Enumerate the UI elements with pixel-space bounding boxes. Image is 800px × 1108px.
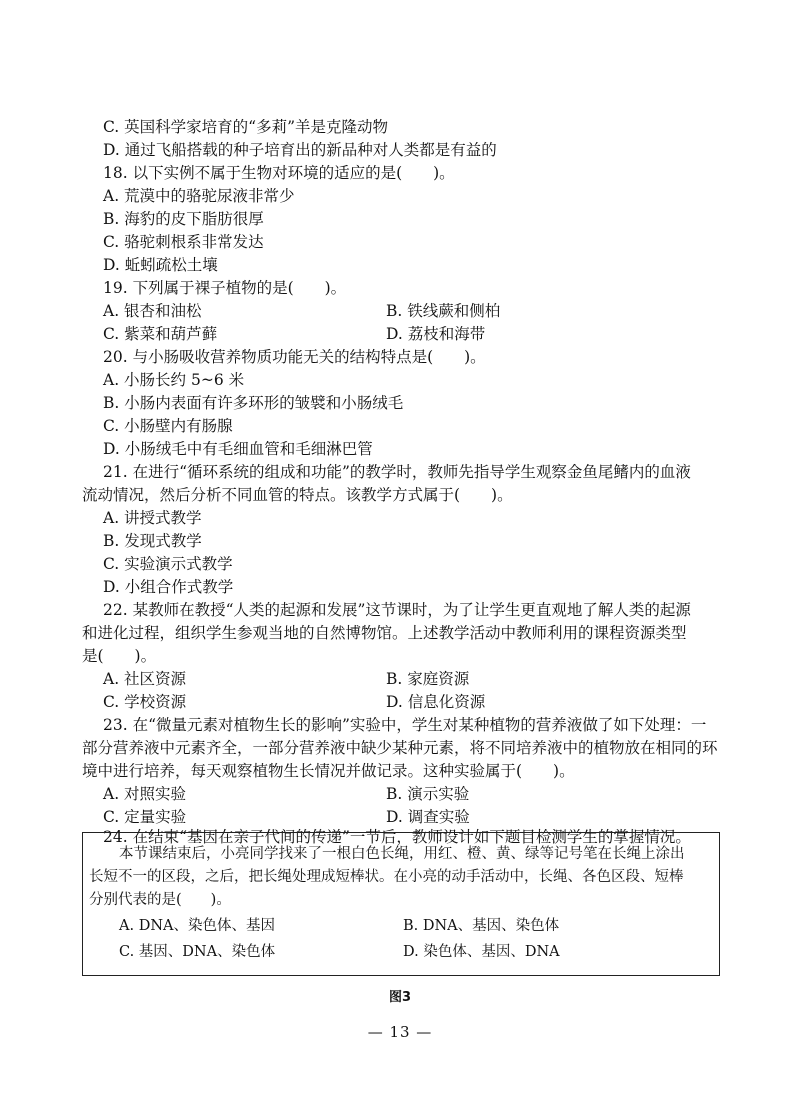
box-option-c: C. 基因、DNA、染色体 (119, 944, 276, 960)
box-option-a: A. DNA、染色体、基因 (119, 918, 275, 934)
q20-option-d: D. 小肠绒毛中有毛细血管和毛细淋巴管 (103, 440, 373, 458)
q18-stem: 18. 以下实例不属于生物对环境的适应的是( )。 (103, 164, 455, 182)
q21-stem-line2: 流动情况，然后分析不同血管的特点。该教学方式属于( )。 (82, 486, 513, 504)
q22-option-c: C. 学校资源 (103, 693, 187, 711)
q19-option-c: C. 紫菜和葫芦藓 (103, 325, 218, 343)
q18-option-d: D. 蚯蚓疏松土壤 (103, 256, 218, 274)
q23-stem-line2: 部分营养液中元素齐全，一部分营养液中缺少某种元素，将不同培养液中的植物放在相同的环 (82, 739, 718, 757)
q19-option-b: B. 铁线蕨和侧柏 (386, 302, 501, 320)
q23-stem-line1: 23. 在“微量元素对植物生长的影响”实验中，学生对某种植物的营养液做了如下处理：一 (103, 716, 707, 734)
q22-option-b: B. 家庭资源 (386, 670, 470, 688)
box-option-b: B. DNA、基因、染色体 (403, 918, 560, 934)
q22-option-d: D. 信息化资源 (386, 693, 486, 711)
q20-option-b: B. 小肠内表面有许多环形的皱襞和小肠绒毛 (103, 394, 404, 412)
q18-option-b: B. 海豹的皮下脂肪很厚 (103, 210, 264, 228)
q22-stem-line2: 和进化过程，组织学生参观当地的自然博物馆。上述教学活动中教师利用的课程资源类型 (82, 624, 687, 642)
q19-option-d: D. 荔枝和海带 (386, 325, 486, 343)
q23-option-c: C. 定量实验 (103, 808, 187, 826)
q19-stem: 19. 下列属于裸子植物的是( )。 (103, 279, 347, 297)
q22-stem-line3: 是( )。 (82, 647, 157, 665)
q21-stem-line1: 21. 在进行“循环系统的组成和功能”的教学时，教师先指导学生观察金鱼尾鳍内的血液 (103, 463, 691, 481)
q19-option-a: A. 银杏和油松 (103, 302, 202, 320)
q22-stem-line1: 22. 某教师在教授“人类的起源和发展”这节课时，为了让学生更直观地了解人类的起源 (103, 601, 691, 619)
box-paragraph-line2: 长短不一的区段，之后，把长绳处理成短棒状。在小亮的动手活动中，长绳、各色区段、短棒 (89, 869, 684, 885)
figure-caption: 图3 (388, 990, 412, 1005)
q20-option-a: A. 小肠长约 5~6 米 (103, 371, 245, 389)
q24-stem: 24. 在结束“基因在亲子代间的传递”一节后，教师设计如下题目检测学生的掌握情况。 (103, 828, 691, 846)
q18-option-a: A. 荒漠中的骆驼尿液非常少 (103, 187, 295, 205)
q21-option-b: B. 发现式教学 (103, 532, 202, 550)
q18-option-c: C. 骆驼刺根系非常发达 (103, 233, 264, 251)
box-paragraph-line1: 本节课结束后，小亮同学找来了一根白色长绳，用红、橙、黄、绿等记号笔在长绳上涂出 (119, 846, 685, 862)
figure-3-box (82, 832, 720, 976)
q20-stem: 20. 与小肠吸收营养物质功能无关的结构特点是( )。 (103, 348, 486, 366)
q23-stem-line3: 境中进行培养，每天观察植物生长情况并做记录。这种实验属于( )。 (82, 762, 575, 780)
q17-option-c: C. 英国科学家培育的“多莉”羊是克隆动物 (103, 118, 389, 136)
q21-option-c: C. 实验演示式教学 (103, 555, 233, 573)
q23-option-b: B. 演示实验 (386, 785, 470, 803)
page-number: — 13 — (367, 1023, 433, 1041)
q23-option-a: A. 对照实验 (103, 785, 187, 803)
q20-option-c: C. 小肠壁内有肠腺 (103, 417, 233, 435)
q21-option-d: D. 小组合作式教学 (103, 578, 234, 596)
q21-option-a: A. 讲授式教学 (103, 509, 202, 527)
box-option-d: D. 染色体、基因、DNA (403, 944, 560, 960)
q23-option-d: D. 调查实验 (386, 808, 470, 826)
box-paragraph-line3: 分别代表的是( )。 (89, 892, 231, 908)
q22-option-a: A. 社区资源 (103, 670, 187, 688)
q17-option-d: D. 通过飞船搭载的种子培育出的新品种对人类都是有益的 (103, 141, 497, 159)
